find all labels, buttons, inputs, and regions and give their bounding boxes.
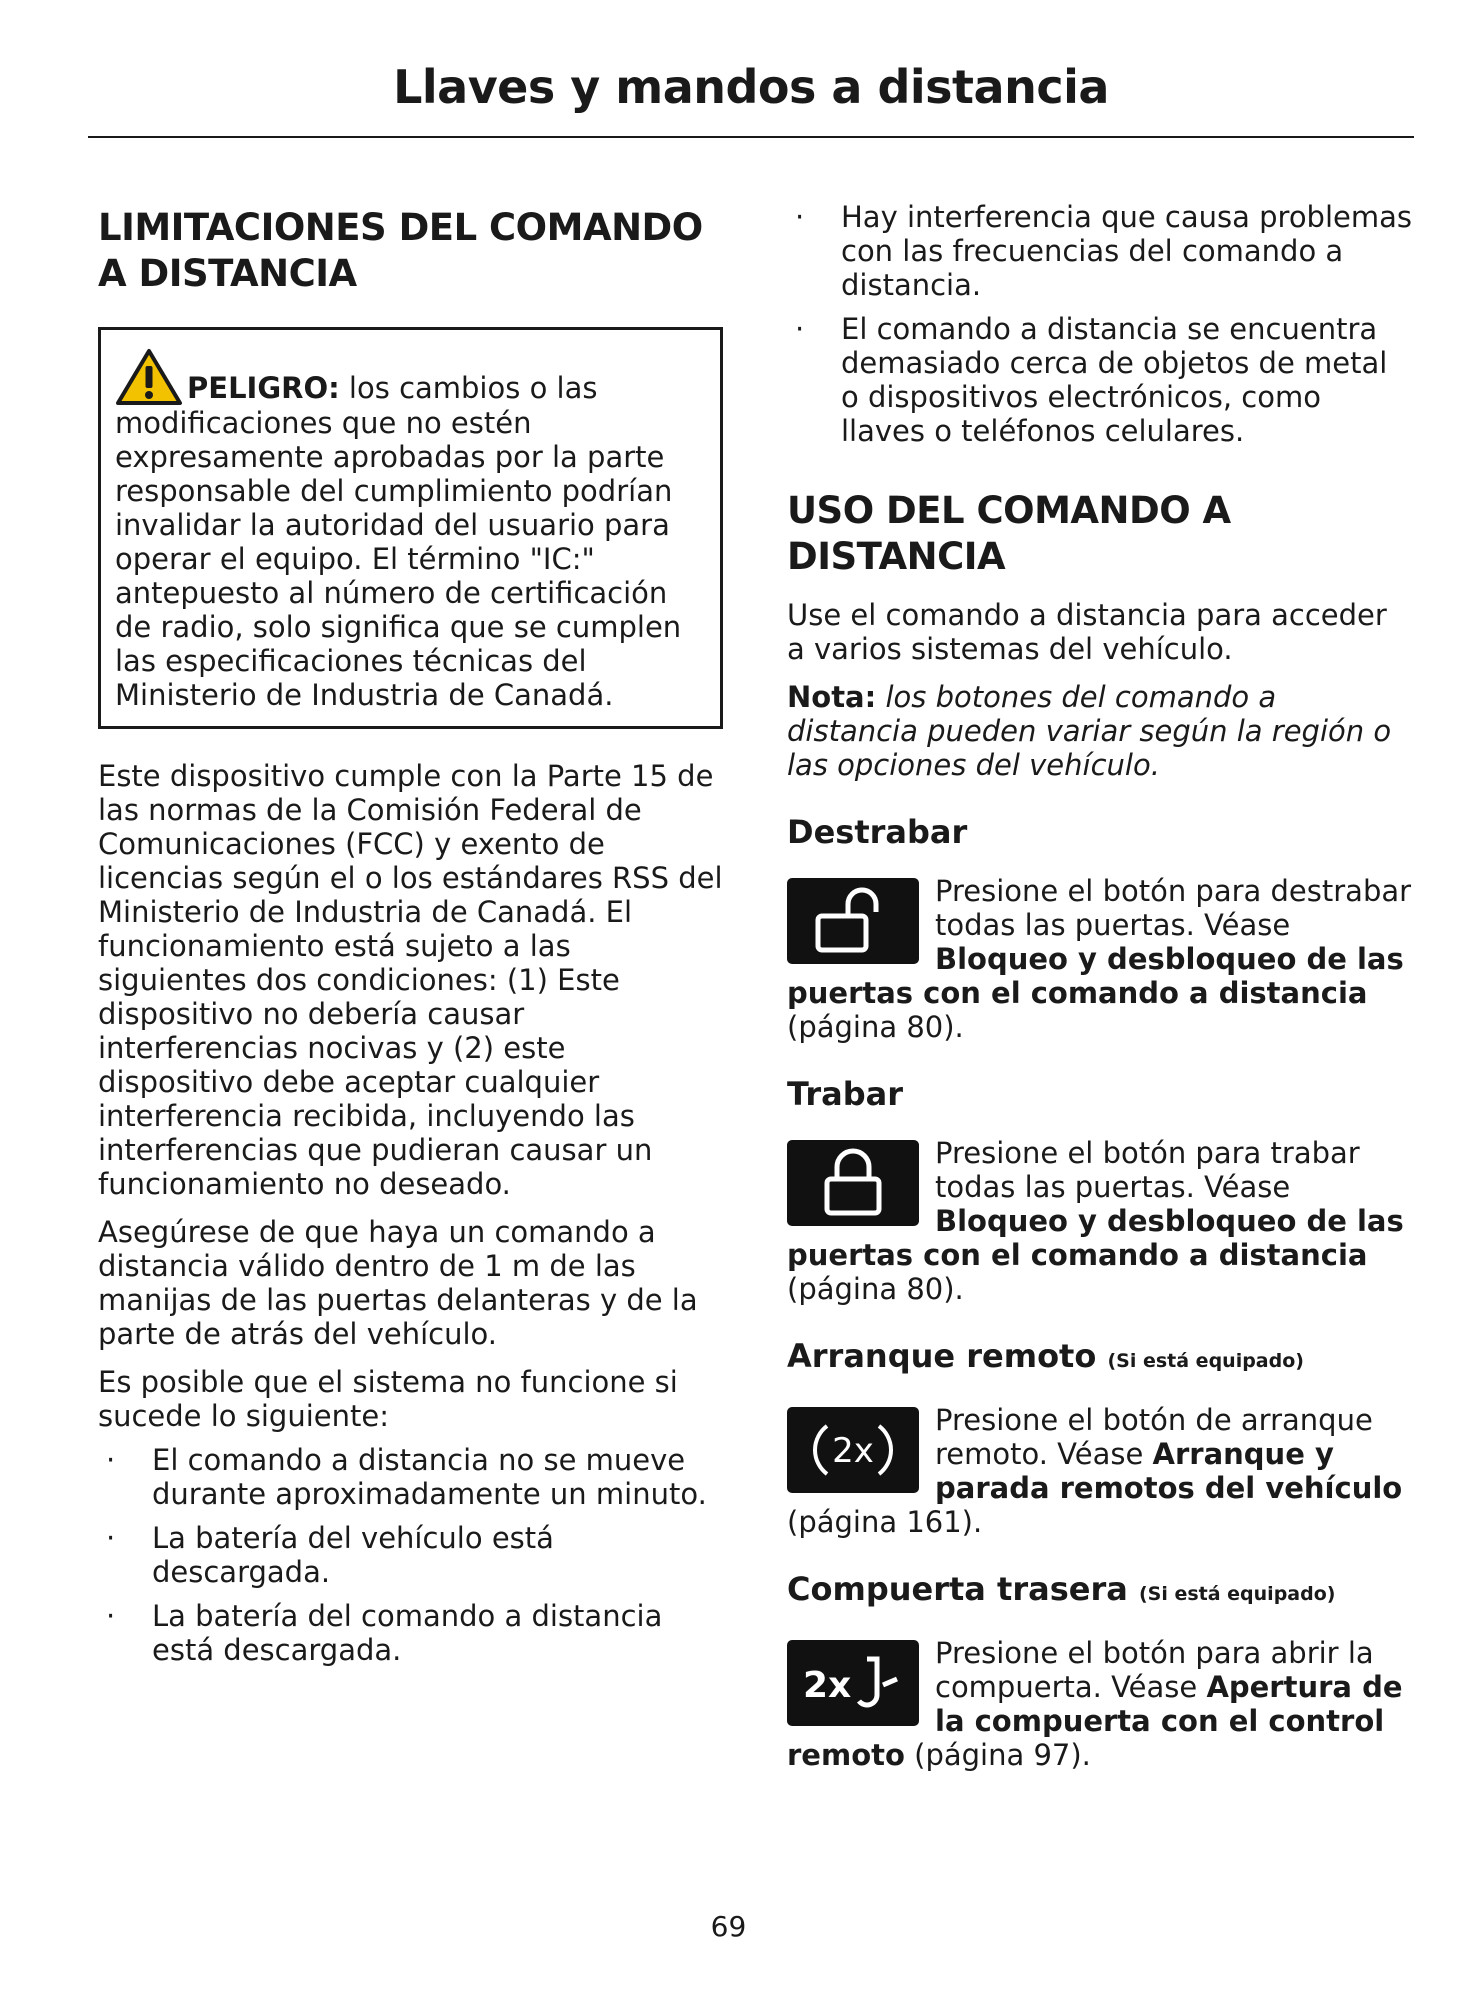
note-label: Nota:: [787, 680, 877, 714]
bullet-glyph: ·: [795, 200, 805, 234]
feature-lock: [787, 1136, 1412, 1306]
bullet-glyph: ·: [106, 1599, 116, 1633]
note-paragraph: [787, 680, 1412, 782]
usage-intro: Use el comando a distancia para acceder a varios sistemas del vehículo.: [787, 598, 1387, 666]
bullet-glyph: ·: [795, 312, 805, 346]
conditions-intro: Es posible que el sistema no funcione si sucede lo siguiente:: [98, 1365, 678, 1433]
feature-link-unlock[interactable]: Bloqueo y desbloqueo de las puertas con el comando a distancia: [787, 942, 1404, 1010]
list-item: · La batería del vehículo está descargada.: [106, 1521, 554, 1589]
equipped-note: (Si está equipado): [1138, 1583, 1336, 1605]
bullet-glyph: ·: [106, 1521, 116, 1555]
feature-title-liftgate: Compuerta trasera (Si está equipado): [787, 1570, 1336, 1608]
feature-title-lock: Trabar: [787, 1075, 903, 1113]
list-item: · El comando a distancia se encuentra demasiado cerca de objetos de metal o dispositivos electrónicos, como llaves o teléfonos celulares.: [795, 312, 1388, 448]
feature-text-remote-start: Presione el botón de arranque remoto. Véase Arranque y parada remotos del vehículo (página 161).: [787, 1403, 1403, 1539]
feature-title-remote-start: Arranque remoto (Si está equipado): [787, 1337, 1304, 1375]
feature-link-lock[interactable]: Bloqueo y desbloqueo de las puertas con el comando a distancia: [787, 1204, 1404, 1272]
feature-unlock: [787, 874, 1412, 1044]
left-column: [98, 205, 723, 1667]
warning-box: [98, 327, 723, 729]
page-number: 69: [710, 1910, 747, 1943]
list-item: · El comando a distancia no se mueve durante aproximadamente un minuto.: [106, 1443, 707, 1511]
right-column: [787, 200, 1412, 1772]
conditions-list: [98, 1443, 723, 1667]
warning-body: los cambios o las modificaciones que no estén expresamente aprobadas por la parte responsable del cumplimiento podrían invalidar la autoridad del usuario para operar el equipo. El término "IC:" antepuesto al número de certificación de radio, solo significa que se cumplen las especificaciones técnicas del Ministerio de Industria de Canadá.: [115, 371, 682, 712]
equipped-note: (Si está equipado): [1107, 1350, 1304, 1372]
section-heading-usage: USO DEL COMANDO A DISTANCIA: [787, 489, 1231, 578]
feature-text-lock: Presione el botón para trabar todas las puertas. Véase Bloqueo y desbloqueo de las puertas con el comando a distancia (página 80).: [787, 1136, 1404, 1306]
page-title: Llaves y mandos a distancia: [393, 60, 1109, 114]
feature-title-unlock: Destrabar: [787, 813, 968, 851]
feature-link-liftgate[interactable]: Apertura de la compuerta con el control remoto: [787, 1670, 1403, 1772]
conditions-list-continued: [787, 200, 1412, 448]
warning-triangle-icon: [115, 348, 183, 406]
liftgate-icon-label: 2x: [803, 1665, 852, 1706]
section-heading-limitations: LIMITACIONES DEL COMANDO A DISTANCIA: [98, 206, 703, 295]
note-text: los botones del comando a distancia pueden variar según la región o las opciones del vehículo.: [787, 680, 1392, 782]
feature-remote-start: [787, 1403, 1412, 1539]
feature-link-remote-start[interactable]: Arranque y parada remotos del vehículo: [935, 1437, 1403, 1505]
title-divider: [88, 136, 1414, 138]
list-item: · La batería del comando a distancia está descargada.: [106, 1599, 663, 1667]
warning-text: [115, 348, 706, 712]
liftgate-icon: [787, 1640, 919, 1726]
feature-text-unlock: Presione el botón para destrabar todas las puertas. Véase Bloqueo y desbloqueo de las puertas con el comando a distancia (página 80).: [787, 874, 1412, 1044]
feature-liftgate: [787, 1636, 1412, 1772]
range-paragraph: Asegúrese de que haya un comando a distancia válido dentro de 1 m de las manijas de las puertas delanteras y de la parte de atrás del vehículo.: [98, 1215, 698, 1351]
bullet-glyph: ·: [106, 1443, 116, 1477]
remote-start-icon-label: 2x: [832, 1431, 874, 1471]
warning-label: PELIGRO:: [187, 371, 340, 405]
lock-icon: [787, 1140, 919, 1226]
list-item: · Hay interferencia que causa problemas con las frecuencias del comando a distancia.: [795, 200, 1412, 302]
fcc-paragraph: Este dispositivo cumple con la Parte 15 de las normas de la Comisión Federal de Comunicaciones (FCC) y exento de licencias según el o los estándares RSS del Ministerio de Industria de Canadá. El funcionamiento está sujeto a las siguientes dos condiciones: (1) Este dispositivo no debería causar interferencias nocivas y (2) este dispositivo debe aceptar cualquier interferencia recibida, incluyendo las interferencias que pudieran causar un funcionamiento no deseado.: [98, 759, 723, 1201]
remote-start-icon: [787, 1407, 919, 1493]
feature-text-liftgate: Presione el botón para abrir la compuerta. Véase Apertura de la compuerta con el control remoto (página 97).: [787, 1636, 1403, 1772]
unlock-icon: [787, 878, 919, 964]
